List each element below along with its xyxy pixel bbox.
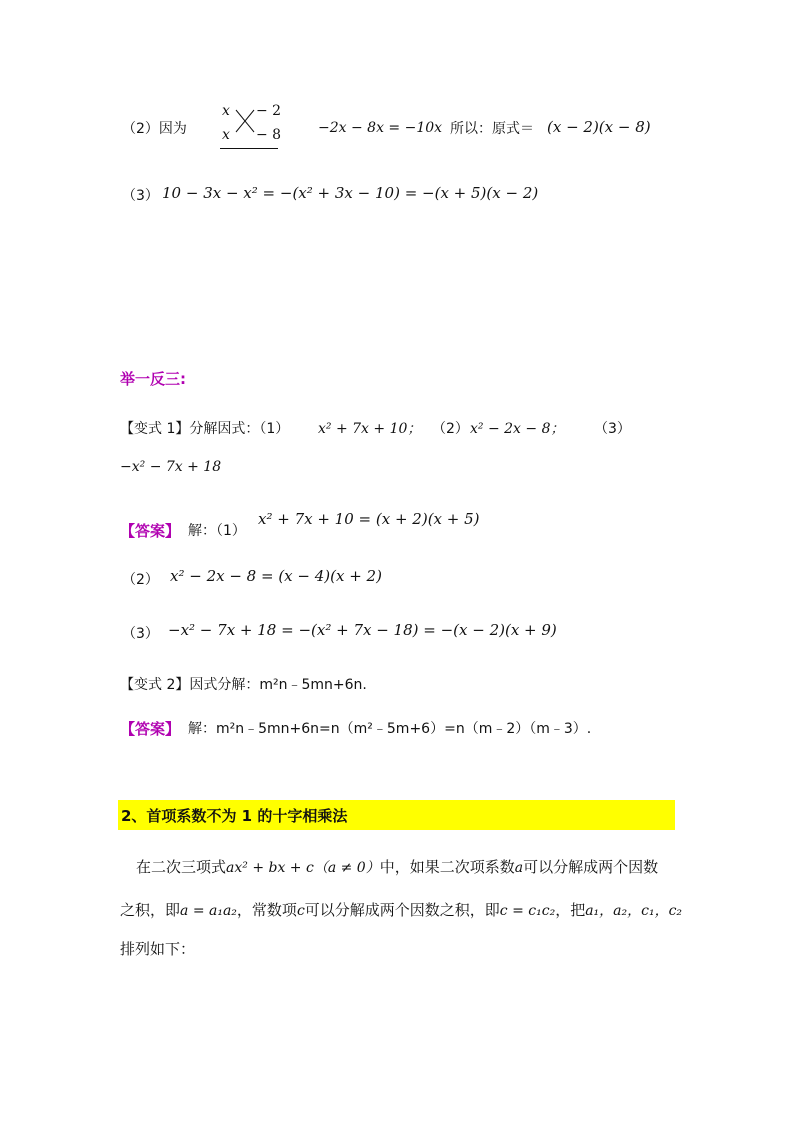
para-line3: 排列如下： bbox=[120, 940, 196, 958]
ex3-label: （3） bbox=[122, 188, 159, 204]
cross-r2: − 8 bbox=[256, 127, 282, 143]
var1-p1: x² + 7x + 10； bbox=[318, 421, 422, 437]
ans1-tag: 【答案】 bbox=[120, 522, 181, 540]
para-line2-a: 之积，即 bbox=[120, 901, 181, 919]
ex2-label: （2）因为 bbox=[122, 121, 187, 137]
ans1-a2-label: （2） bbox=[122, 572, 159, 588]
para-line2-m1: a = a₁a₂ bbox=[180, 903, 237, 919]
para-line1-a: 在二次三项式 bbox=[136, 858, 227, 876]
ans1-a1: x² + 7x + 10 = (x + 2)(x + 5) bbox=[258, 510, 480, 528]
ans2-tag: 【答案】 bbox=[120, 720, 181, 738]
cross-x1: x bbox=[222, 103, 230, 119]
var2-title: 【变式 2】因式分解：m²n﹣5mn+6n. bbox=[120, 677, 367, 693]
var1-p3: −x² − 7x + 18 bbox=[120, 459, 222, 475]
cross-underline bbox=[220, 148, 278, 149]
ans2-text: 解：m²n﹣5mn+6n=n（m²﹣5m+6）=n（m﹣2）（m﹣3）. bbox=[188, 721, 592, 737]
ex2-result: (x − 2)(x − 8) bbox=[547, 118, 651, 136]
para-line2-m2: c = c₁c₂ bbox=[499, 903, 556, 919]
para-line2-c: 可以分解成两个因数之积，即 bbox=[304, 901, 500, 919]
para-line2-b: ，常数项 bbox=[236, 901, 297, 919]
ex2-so: 所以：原式＝ bbox=[450, 121, 534, 137]
ans1-intro: 解：（1） bbox=[188, 523, 246, 539]
var1-p3-label: （3） bbox=[594, 421, 631, 437]
cross-r1: − 2 bbox=[256, 103, 282, 119]
para-line2 bbox=[120, 899, 682, 920]
var1-title: 【变式 1】分解因式：（1） bbox=[120, 421, 290, 437]
para-line1-a-var: a bbox=[514, 860, 524, 876]
section-title: 举一反三: bbox=[120, 370, 186, 388]
ex3-expr: 10 − 3x − x² = −(x² + 3x − 10) = −(x + 5)(x − 2) bbox=[162, 184, 539, 202]
section-heading: 2、首项系数不为 1 的十字相乘法 bbox=[121, 807, 348, 825]
para-line1 bbox=[136, 856, 658, 877]
para-line2-d: ，把 bbox=[555, 901, 586, 919]
var1-p2-label: （2） bbox=[432, 421, 469, 437]
cross-lines bbox=[234, 108, 256, 134]
cross-x2: x bbox=[222, 127, 230, 143]
ans1-a2: x² − 2x − 8 = (x − 4)(x + 2) bbox=[170, 567, 382, 585]
ans1-a3: −x² − 7x + 18 = −(x² + 7x − 18) = −(x − 2)(x + 9) bbox=[168, 621, 557, 639]
var1-p2: x² − 2x − 8； bbox=[470, 421, 565, 437]
ans1-a3-label: （3） bbox=[122, 626, 159, 642]
ex2-middle: −2x − 8x = −10x bbox=[318, 120, 443, 136]
para-line2-m3: a₁，a₂，c₁，c₂ bbox=[585, 903, 683, 919]
para-line2-c-var: c bbox=[296, 903, 305, 919]
para-line1-b: 中，如果二次项系数 bbox=[379, 858, 515, 876]
section-heading-highlight bbox=[118, 800, 675, 830]
para-line1-c: 可以分解成两个因数 bbox=[523, 858, 659, 876]
para-line1-math: ax² + bx + c（a ≠ 0） bbox=[226, 860, 380, 876]
